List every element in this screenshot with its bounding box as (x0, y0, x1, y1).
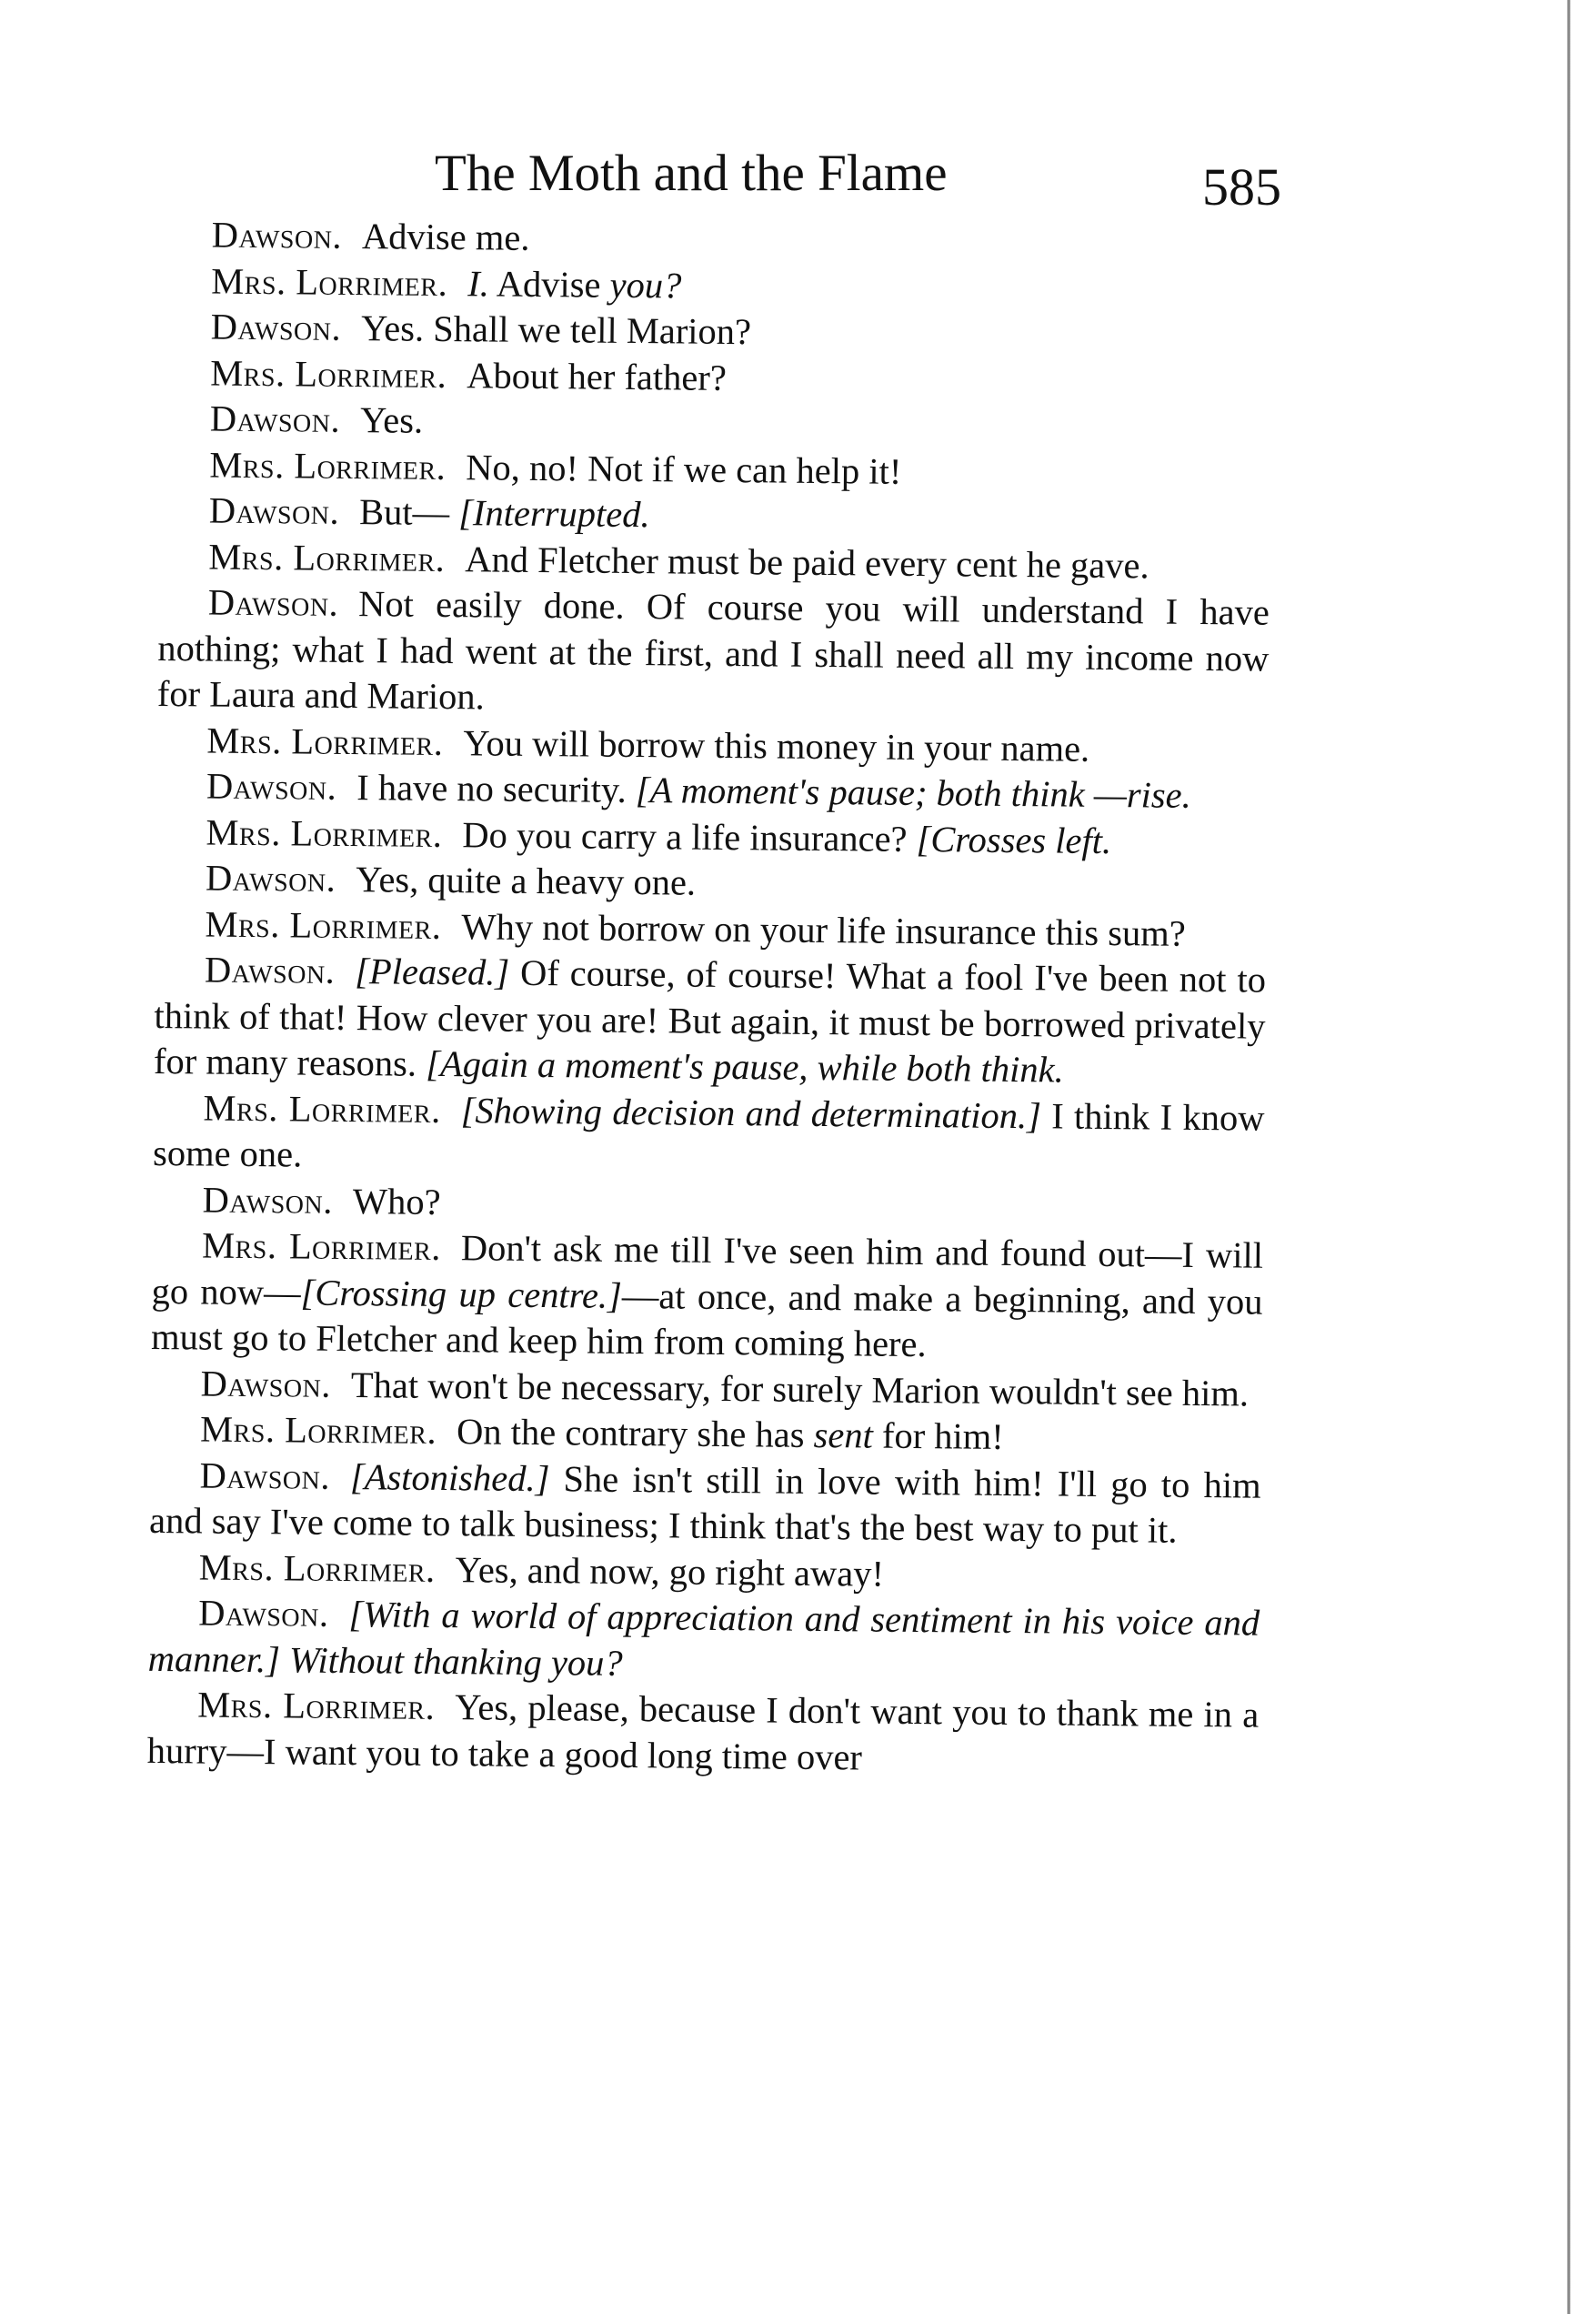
speaker-name: Dawson. (199, 1454, 331, 1497)
speech-text: About her father? (467, 354, 728, 398)
speech-text: Yes, please, because I don't want you to thank me in a hurry—I want you to take a good long time over (146, 1686, 1260, 1777)
speech-text: She isn't still in love with him! I'll go to him and say I've come to talk business; I think that's the best way to put it. (148, 1457, 1261, 1551)
speaker-name: Mrs. Lorrimer. (198, 1545, 436, 1590)
stage-direction: [With a world of appreciation and sentiment in his voice and manner.] (147, 1594, 1260, 1680)
speech-text: Yes. Shall we tell Marion? (360, 307, 752, 353)
speech-text: Of course, of course! What a fool I've been not to think of that! How clever you are! But again, it must be borrowed privately for many reasons. (153, 951, 1267, 1084)
stage-direction: Without thanking you? (288, 1638, 623, 1684)
speaker-name: Mrs. Lorrimer. (206, 810, 443, 855)
dialogue-line (151, 1222, 1263, 1371)
speech-text: On the contrary she has (456, 1411, 814, 1455)
speech-text: Advise (488, 262, 610, 306)
speaker-name: Dawson. (210, 306, 342, 348)
speech-text: Who? (352, 1180, 441, 1222)
speech-text: Yes, and now, go right away! (455, 1548, 885, 1595)
speaker-name: Dawson. (208, 489, 340, 532)
dialogue-line (149, 1452, 1261, 1554)
speaker-name: Mrs. Lorrimer. (201, 1224, 442, 1268)
speech-text: And Fletcher must be paid every cent he gave. (465, 538, 1149, 586)
speaker-name: Mrs. Lorrimer. (208, 536, 446, 579)
speaker-name: Dawson. (211, 214, 343, 257)
stage-direction: you? (609, 264, 682, 306)
speech-text: —at once, and make a beginning, and you must go to Fletcher and keep him from coming here. (150, 1274, 1263, 1365)
running-title: The Moth and the Flame (435, 145, 948, 202)
speaker-name: Dawson. (202, 1178, 334, 1222)
speaker-name: Mrs. Lorrimer. (205, 902, 442, 947)
speaker-name: Dawson. (205, 857, 336, 900)
dialogue-text (147, 212, 1273, 1785)
speaker-name: Mrs. Lorrimer. (209, 444, 447, 488)
speaker-name: Mrs. Lorrimer. (199, 1408, 437, 1452)
stage-direction: [Crossing up centre.] (300, 1272, 623, 1316)
speaker-name: Mrs. Lorrimer. (210, 352, 447, 396)
stage-direction: [Pleased.] (355, 951, 510, 993)
speaker-name: Dawson. (209, 397, 341, 440)
speech-text: Yes. (359, 399, 424, 441)
speaker-name: Mrs. Lorrimer. (206, 719, 444, 763)
speech-text: for him! (872, 1414, 1005, 1457)
speech-text: You will borrow this money in your name. (463, 721, 1090, 770)
speech-text: Do you carry a life insurance? (462, 813, 917, 860)
stage-direction: [Interrupted. (458, 492, 650, 536)
stage-direction: [A moment's pause; both think —rise. (635, 770, 1191, 816)
speech-text: Advise me. (361, 216, 530, 258)
stage-direction: sent (813, 1414, 874, 1456)
speaker-name: Dawson. (204, 949, 336, 991)
stage-direction: [Again a moment's pause, while both think. (425, 1042, 1065, 1091)
speech-text: Don't ask me till I've seen him and found out—I will go now— (151, 1227, 1264, 1313)
speech-text: Why not borrow on your life insurance this sum? (461, 905, 1186, 954)
dialogue-line (147, 1590, 1260, 1693)
speech-text: Not easily done. Of course you will understand I have nothing; what I had went at the first, and I shall need all my income now for Laura and Marion. (156, 583, 1270, 718)
stage-direction: [Crosses left. (916, 818, 1112, 861)
speaker-name: Mrs. Lorrimer. (203, 1086, 441, 1131)
stage-direction: I. (467, 262, 490, 304)
stage-direction: [Showing decision and determination.] (460, 1089, 1042, 1136)
stage-direction: [Astonished.] (349, 1455, 550, 1499)
speech-text: Yes, quite a heavy one. (356, 859, 697, 903)
speaker-name: Dawson. (206, 765, 337, 808)
speech-text: That won't be necessary, for surely Marion wouldn't see him. (350, 1363, 1250, 1414)
speech-text: No, no! Not if we can help it! (466, 446, 902, 492)
speaker-name: Dawson. (198, 1592, 329, 1635)
dialogue-line (153, 1084, 1265, 1187)
speech-text: But— (358, 491, 459, 534)
speaker-name: Mrs. Lorrimer. (197, 1684, 436, 1727)
speaker-name: Dawson. (200, 1362, 332, 1405)
dialogue-line (154, 947, 1266, 1095)
page-spine-edge (1567, 0, 1571, 2314)
speaker-name: Mrs. Lorrimer. (211, 260, 448, 304)
speech-text: I think I know some one. (152, 1094, 1265, 1175)
dialogue-line (157, 579, 1270, 728)
dialogue-line (147, 1682, 1260, 1785)
speech-text: I have no security. (356, 767, 637, 811)
page-number: 585 (1202, 157, 1281, 216)
speaker-name: Dawson. (207, 581, 339, 624)
